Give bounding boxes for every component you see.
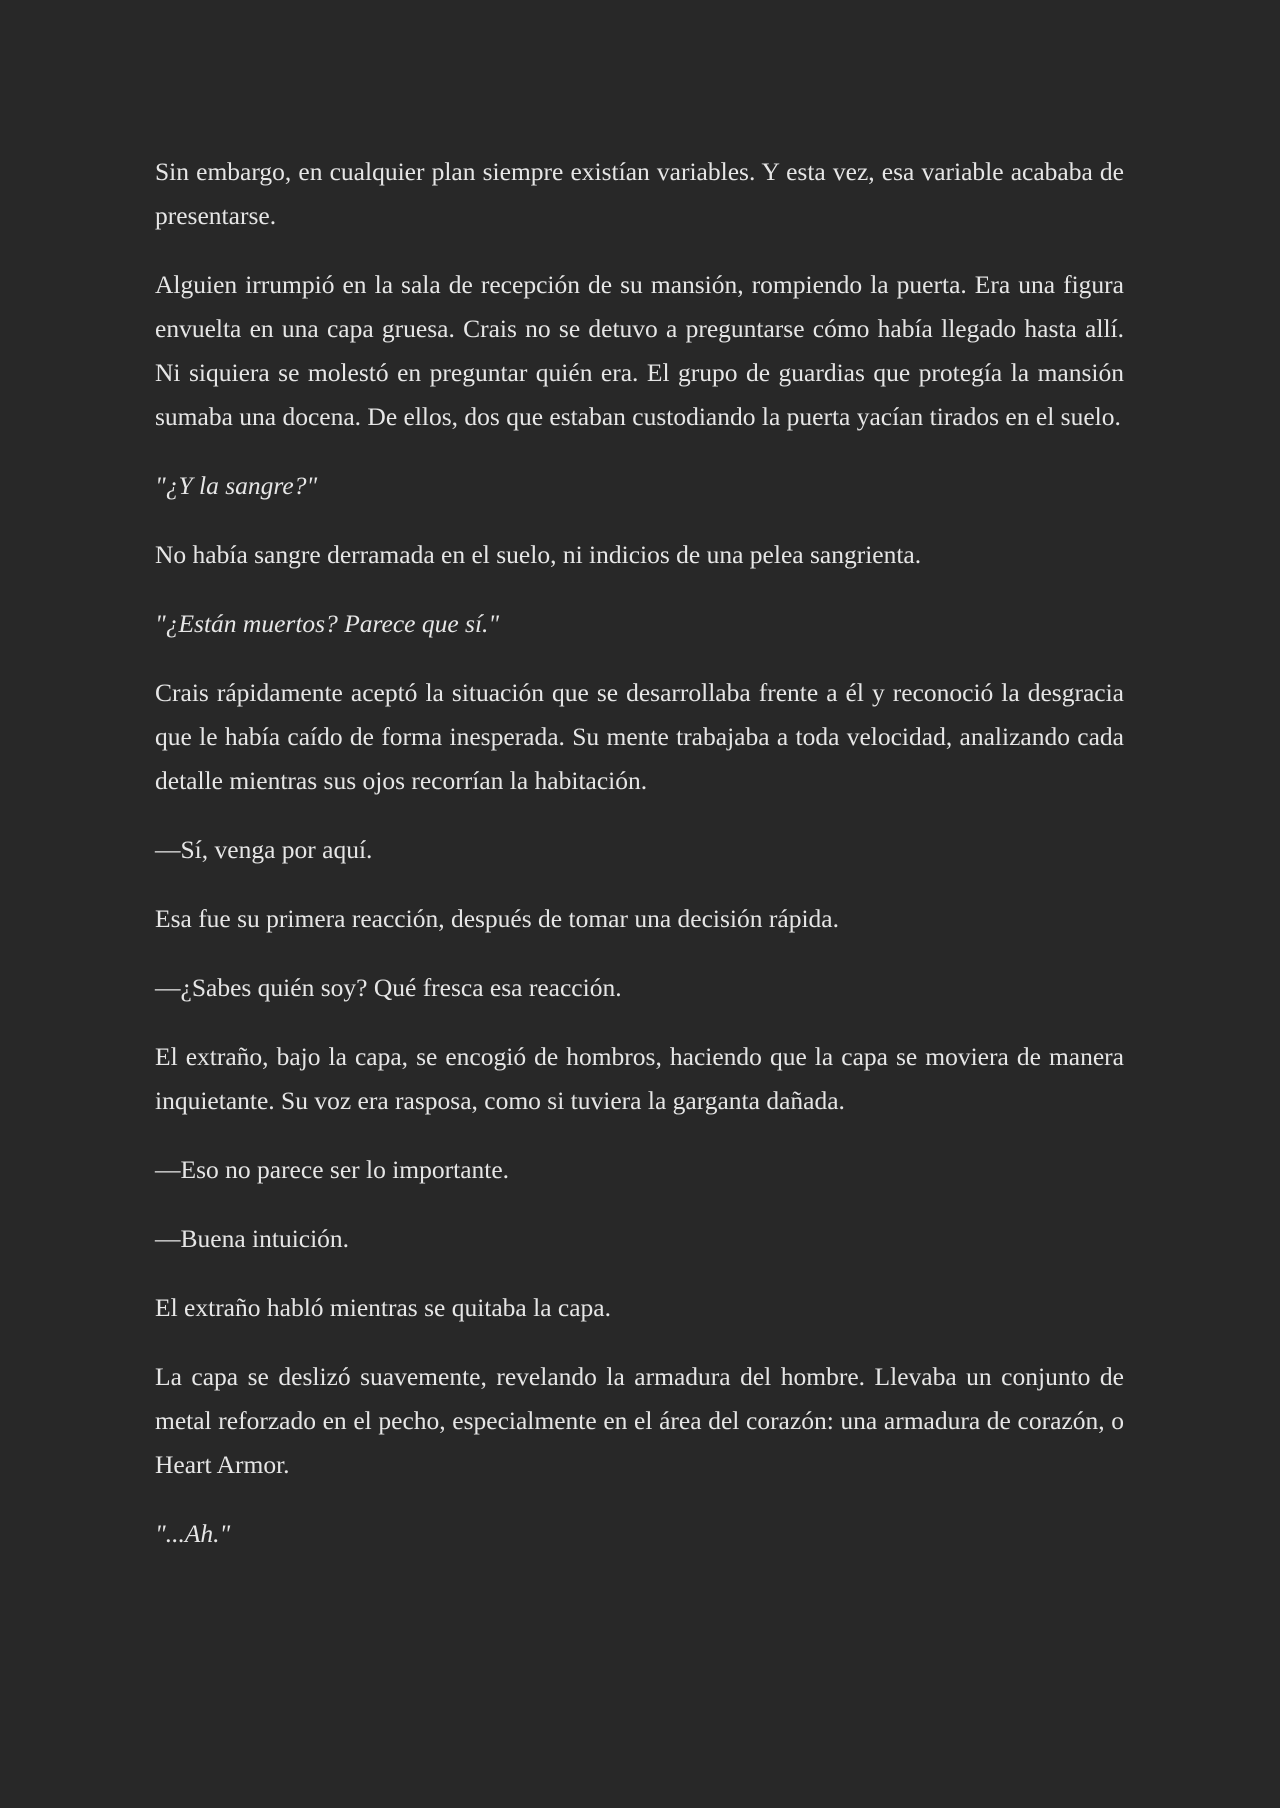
paragraph: Sin embargo, en cualquier plan siempre existían variables. Y esta vez, esa variable acababa de presentarse. bbox=[155, 157, 1124, 230]
reader-content bbox=[155, 150, 1124, 1581]
dialogue-line: —Eso no parece ser lo importante. bbox=[155, 1155, 510, 1184]
paragraph: El extraño habló mientras se quitaba la capa. bbox=[155, 1293, 611, 1322]
italic-thought: "¿Están muertos? Parece que sí." bbox=[155, 609, 500, 638]
italic-thought: "...Ah." bbox=[155, 1519, 231, 1548]
paragraph: No había sangre derramada en el suelo, ni indicios de una pelea sangrienta. bbox=[155, 540, 922, 569]
paragraph: Crais rápidamente aceptó la situación que se desarrollaba frente a él y reconoció la desgracia que le había caído de forma inesperada. Su mente trabajaba a toda velocidad, analizando cada detalle mientras sus ojos recorrían la habitación. bbox=[155, 678, 1124, 795]
paragraph: Esa fue su primera reacción, después de tomar una decisión rápida. bbox=[155, 904, 839, 933]
dialogue-line: —¿Sabes quién soy? Qué fresca esa reacción. bbox=[155, 973, 622, 1002]
dialogue-line: —Buena intuición. bbox=[155, 1224, 350, 1253]
paragraph: Alguien irrumpió en la sala de recepción de su mansión, rompiendo la puerta. Era una figura envuelta en una capa gruesa. Crais no se detuvo a preguntarse cómo había llegado hasta allí. Ni siquiera se molestó en preguntar quién era. El grupo de guardias que protegía la mansión sumaba una docena. De ellos, dos que estaban custodiando la puerta yacían tirados en el suelo. bbox=[155, 270, 1124, 431]
italic-thought: "¿Y la sangre?" bbox=[155, 471, 318, 500]
paragraph: El extraño, bajo la capa, se encogió de hombros, haciendo que la capa se moviera de manera inquietante. Su voz era rasposa, como si tuviera la garganta dañada. bbox=[155, 1042, 1124, 1115]
paragraph: La capa se deslizó suavemente, revelando la armadura del hombre. Llevaba un conjunto de metal reforzado en el pecho, especialmente en el área del corazón: una armadura de corazón, o Heart Armor. bbox=[155, 1362, 1124, 1479]
dialogue-line: —Sí, venga por aquí. bbox=[155, 835, 373, 864]
